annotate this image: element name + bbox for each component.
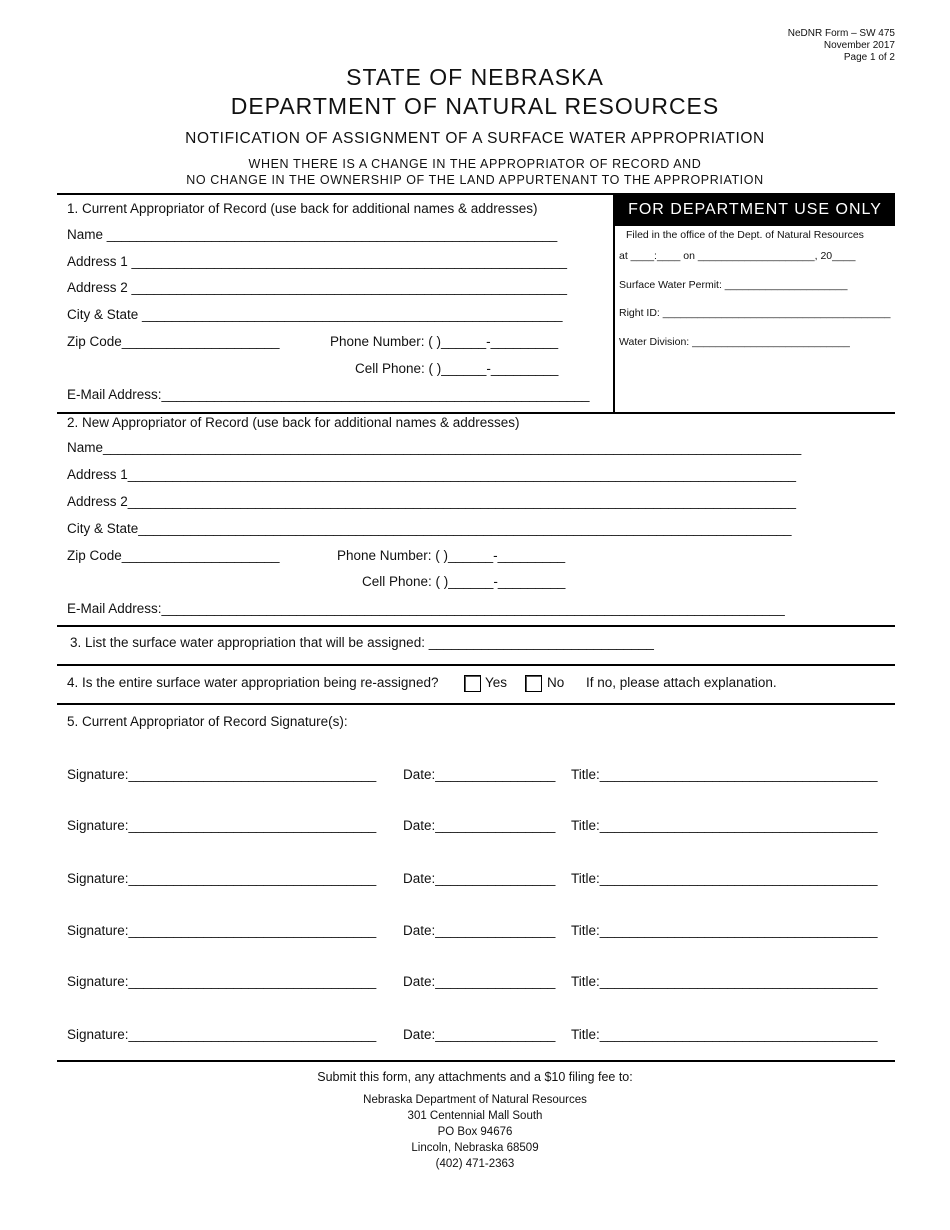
dept-filed-text: Filed in the office of the Dept. of Natural Resources	[626, 229, 864, 241]
form-title: NOTIFICATION OF ASSIGNMENT OF A SURFACE WATER APPROPRIATION	[185, 130, 765, 147]
new-address2-field[interactable]: Address 2_________________________________________________________________________________________	[67, 494, 796, 509]
new-zip-field[interactable]: Zip Code_____________________	[67, 548, 280, 563]
date-field[interactable]: Date:________________	[403, 923, 556, 938]
section2-heading: 2. New Appropriator of Record (use back for additional names & addresses)	[67, 415, 520, 430]
form-date: November 2017	[823, 40, 895, 51]
footer-phone: (402) 471-2363	[435, 1158, 515, 1170]
current-address2-field[interactable]: Address 2 __________________________________________________________	[67, 280, 568, 295]
dept-water-division-field: Water Division: ___________________________	[619, 336, 850, 348]
new-name-field[interactable]: Name_____________________________________________________________________________________________	[67, 440, 802, 455]
date-field[interactable]: Date:________________	[403, 767, 556, 782]
divider-2	[57, 625, 895, 627]
appropriation-list-field[interactable]: 3. List the surface water appropriation that will be assigned: ______________________________	[70, 635, 654, 650]
state-title: STATE OF NEBRASKA	[346, 64, 604, 90]
divider-1	[57, 412, 895, 414]
signature-field[interactable]: Signature:_________________________________	[67, 923, 377, 938]
current-city-state-field[interactable]: City & State ________________________________________________________	[67, 307, 563, 322]
section5-heading: 5. Current Appropriator of Record Signature(s):	[67, 714, 348, 729]
signature-field[interactable]: Signature:_________________________________	[67, 818, 377, 833]
no-checkbox[interactable]	[525, 675, 542, 692]
date-field[interactable]: Date:________________	[403, 1027, 556, 1042]
form-id: NeDNR Form – SW 475	[787, 28, 895, 39]
date-field[interactable]: Date:________________	[403, 974, 556, 989]
dept-at-date-field: at ____:____ on ____________________, 20____	[619, 250, 856, 262]
divider-3	[57, 664, 895, 666]
signature-field[interactable]: Signature:_________________________________	[67, 974, 377, 989]
submit-instructions: Submit this form, any attachments and a $10 filing fee to:	[317, 1070, 633, 1084]
title-field[interactable]: Title:_____________________________________	[571, 871, 878, 886]
yes-checkbox[interactable]	[464, 675, 481, 692]
dept-box-border	[613, 193, 615, 413]
footer-city: Lincoln, Nebraska 68509	[411, 1142, 539, 1154]
current-email-field[interactable]: E-Mail Address:_________________________________________________________	[67, 387, 590, 402]
reassign-question: 4. Is the entire surface water appropriation being re-assigned?	[67, 675, 439, 690]
new-address1-field[interactable]: Address 1_________________________________________________________________________________________	[67, 467, 796, 482]
current-phone-field[interactable]: Phone Number: ( )______-_________	[330, 334, 559, 349]
title-field[interactable]: Title:_____________________________________	[571, 1027, 878, 1042]
section1-heading: 1. Current Appropriator of Record (use back for additional names & addresses)	[67, 201, 538, 216]
title-field[interactable]: Title:_____________________________________	[571, 767, 878, 782]
date-field[interactable]: Date:________________	[403, 818, 556, 833]
current-cell-field[interactable]: Cell Phone: ( )______-_________	[355, 361, 559, 376]
subtitle-line-2: NO CHANGE IN THE OWNERSHIP OF THE LAND APPURTENANT TO THE APPROPRIATION	[186, 173, 764, 187]
divider-4	[57, 703, 895, 705]
subtitle-line-1: WHEN THERE IS A CHANGE IN THE APPROPRIATOR OF RECORD AND	[248, 157, 702, 171]
current-address1-field[interactable]: Address 1 __________________________________________________________	[67, 254, 568, 269]
footer-org: Nebraska Department of Natural Resources	[363, 1094, 587, 1106]
dept-use-title: FOR DEPARTMENT USE ONLY	[615, 194, 895, 226]
date-field[interactable]: Date:________________	[403, 871, 556, 886]
form-meta	[788, 28, 895, 64]
title-field[interactable]: Title:_____________________________________	[571, 818, 878, 833]
page-number: Page 1 of 2	[843, 52, 895, 63]
new-cell-field[interactable]: Cell Phone: ( )______-_________	[362, 574, 566, 589]
dept-permit-field: Surface Water Permit: _____________________	[619, 279, 848, 291]
divider-bottom	[57, 1060, 895, 1062]
signature-field[interactable]: Signature:_________________________________	[67, 1027, 377, 1042]
footer-street: 301 Centennial Mall South	[407, 1110, 543, 1122]
new-phone-field[interactable]: Phone Number: ( )______-_________	[337, 548, 566, 563]
current-name-field[interactable]: Name ____________________________________________________________	[67, 227, 558, 242]
title-field[interactable]: Title:_____________________________________	[571, 974, 878, 989]
yes-label: Yes	[485, 675, 508, 690]
department-title: DEPARTMENT OF NATURAL RESOURCES	[230, 93, 720, 119]
no-explanation-note: If no, please attach explanation.	[586, 675, 777, 690]
signature-field[interactable]: Signature:_________________________________	[67, 767, 377, 782]
title-field[interactable]: Title:_____________________________________	[571, 923, 878, 938]
current-zip-field[interactable]: Zip Code_____________________	[67, 334, 280, 349]
no-label: No	[547, 675, 565, 690]
new-email-field[interactable]: E-Mail Address:___________________________________________________________________________________	[67, 601, 785, 616]
signature-field[interactable]: Signature:_________________________________	[67, 871, 377, 886]
footer-pobox: PO Box 94676	[437, 1126, 513, 1138]
dept-right-id-field: Right ID: _______________________________________	[619, 307, 891, 319]
new-city-state-field[interactable]: City & State_______________________________________________________________________________________	[67, 521, 792, 536]
